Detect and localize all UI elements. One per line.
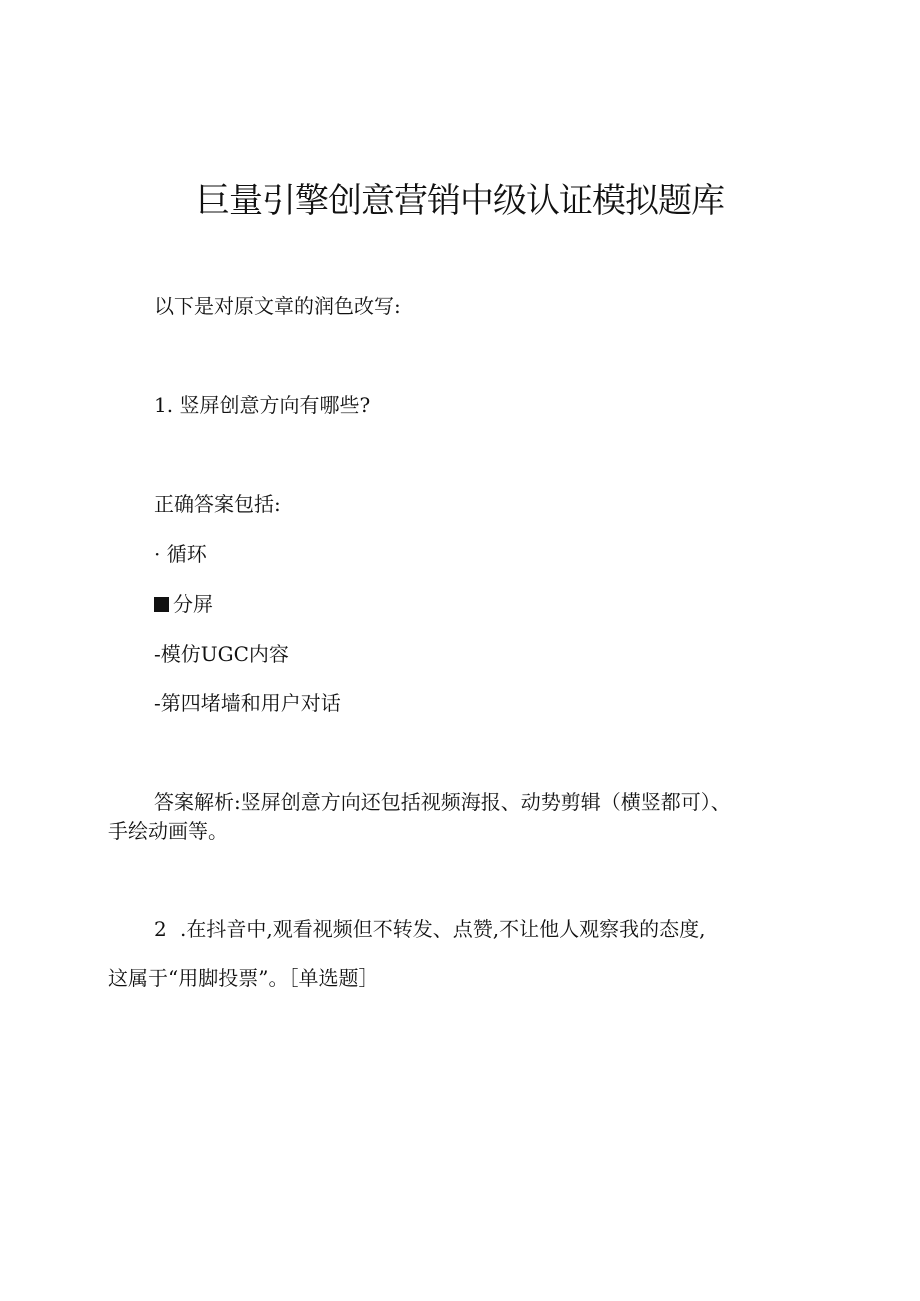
answer-option-3 <box>154 640 289 668</box>
answer-option-1 <box>154 540 207 568</box>
dash-bullet: - <box>154 691 161 715</box>
question-2-text: .在抖音中,观看视频但不转发、点赞,不让他人观察我的态度, <box>180 917 706 941</box>
dash-bullet: - <box>154 642 161 666</box>
answer-option-4 <box>154 689 341 717</box>
answer-analysis-line-1: 答案解析:竖屏创意方向还包括视频海报、动势剪辑（横竖都可）、 <box>154 790 731 814</box>
answer-heading: 正确答案包括: <box>154 492 281 516</box>
answer-option-label: 第四堵墙和用户对话 <box>160 691 341 715</box>
document-title: 巨量引擎创意营销中级认证模拟题库 <box>196 181 724 221</box>
answer-option-label: 循环 <box>166 542 207 566</box>
question-1-text: 1. 竖屏创意方向有哪些? <box>154 393 371 417</box>
question-2-line-2: 这属于“用脚投票”。［单选题］ <box>108 966 379 990</box>
dot-bullet: · <box>154 542 161 566</box>
question-2-line-1 <box>154 915 705 943</box>
answer-analysis-line-2: 手绘动画等。 <box>108 819 228 843</box>
question-number: 2 <box>154 917 167 941</box>
answer-option-label: 分屏 <box>173 592 213 616</box>
intro-text: 以下是对原文章的润色改写: <box>154 294 401 318</box>
answer-option-2 <box>154 590 213 618</box>
square-bullet-icon <box>154 597 169 612</box>
answer-option-label: 模仿UGC内容 <box>160 642 289 666</box>
